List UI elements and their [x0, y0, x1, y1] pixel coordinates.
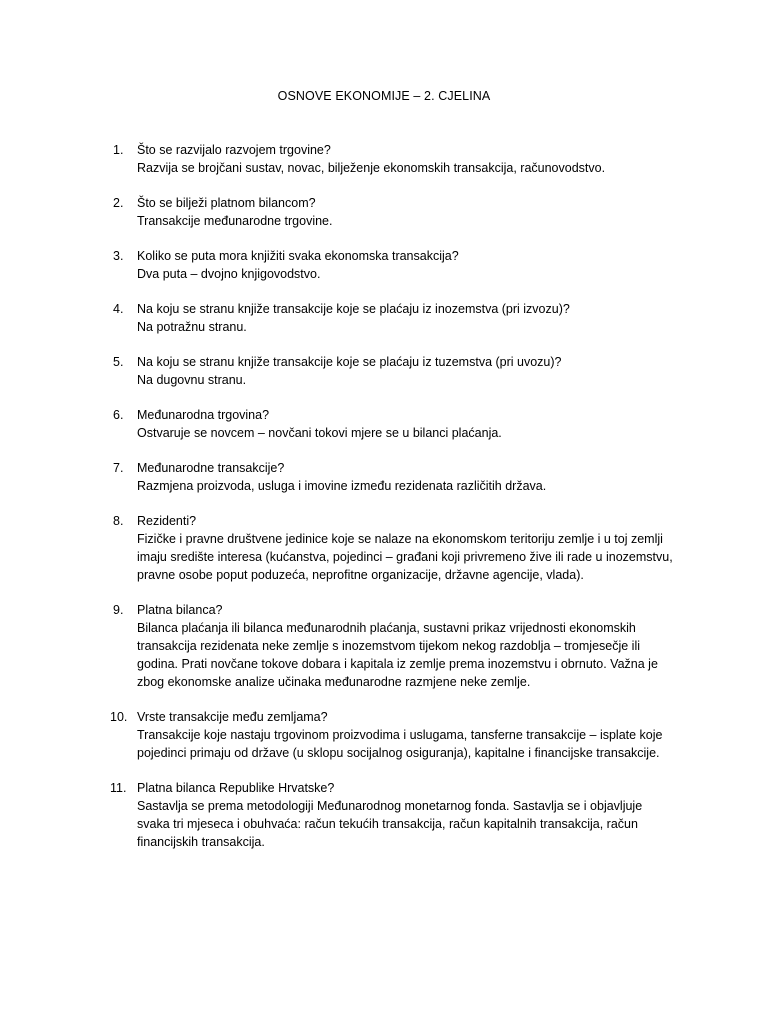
question-text: Što se razvijalo razvojem trgovine? — [137, 143, 331, 157]
document-title: OSNOVE EKONOMIJE – 2. CJELINA — [277, 89, 491, 103]
question-text: Međunarodna trgovina? — [137, 408, 270, 422]
question-text: Vrste transakcije među zemljama? — [137, 710, 328, 724]
question-text: Rezidenti? — [137, 514, 197, 528]
item-number: 5. — [113, 355, 124, 369]
question-text: Platna bilanca? — [137, 603, 223, 617]
item-number: 10. — [110, 710, 128, 724]
item-number: 2. — [113, 196, 124, 210]
list-item — [110, 779, 673, 851]
question-text: Platna bilanca Republike Hrvatske? — [137, 781, 335, 795]
item-number: 7. — [113, 461, 124, 475]
answer-text: Razvija se brojčani sustav, novac, bilježenje ekonomskih transakcija, računovodstvo. — [137, 161, 606, 175]
list-item — [113, 406, 673, 442]
list-item — [113, 353, 673, 389]
question-list — [110, 141, 673, 868]
question-text: Koliko se puta mora knjižiti svaka ekonomska transakcija? — [137, 249, 459, 263]
question-text: Na koju se stranu knjiže transakcije koje se plaćaju iz inozemstva (pri izvozu)? — [137, 302, 570, 316]
question-text: Međunarodne transakcije? — [137, 461, 285, 475]
list-item — [113, 194, 673, 230]
list-item — [113, 141, 673, 177]
item-number: 11. — [110, 781, 127, 795]
item-number: 3. — [113, 249, 124, 263]
answer-text: Na potražnu stranu. — [137, 320, 247, 334]
item-number: 1. — [113, 143, 124, 157]
answer-text: Ostvaruje se novcem – novčani tokovi mjere se u bilanci plaćanja. — [137, 426, 502, 440]
answer-text: Dva puta – dvojno knjigovodstvo. — [137, 267, 321, 281]
item-number: 6. — [113, 408, 124, 422]
answer-text: Fizičke i pravne društvene jedinice koje se nalaze na ekonomskom teritoriju zemlje i u toj zemlji imaju središte interesa (kućanstva, pojedinci – građani koji privremeno žive ili rade u inozemstvu, pravne osobe poput poduzeća, neprofitne organizacije, državne agencije, vlada). — [137, 532, 673, 582]
answer-text: Razmjena proizvoda, usluga i imovine između rezidenata različitih država. — [137, 479, 547, 493]
item-number: 4. — [113, 302, 124, 316]
answer-text: Na dugovnu stranu. — [137, 373, 247, 387]
answer-text: Transakcije međunarodne trgovine. — [137, 214, 333, 228]
list-item — [110, 708, 673, 762]
item-number: 9. — [113, 603, 124, 617]
question-text: Na koju se stranu knjiže transakcije koje se plaćaju iz tuzemstva (pri uvozu)? — [137, 355, 562, 369]
answer-text: Bilanca plaćanja ili bilanca međunarodnih plaćanja, sustavni prikaz vrijednosti ekonomskih transakcija rezidenata neke zemlje s inozemstvom tijekom nekog razdoblja – tromjesečje ili godina. Prati novčane tokove dobara i kapitala iz zemlje prema inozemstvu i obrnuto. Važna je zbog ekonomske analize učinaka međunarodne razmjene neke zemlje. — [137, 621, 658, 689]
list-item — [113, 247, 673, 283]
list-item — [113, 601, 673, 691]
list-item — [113, 512, 673, 584]
answer-text: Transakcije koje nastaju trgovinom proizvodima i uslugama, tansferne transakcije – isplate koje pojedinci primaju od države (u sklopu socijalnog osiguranja), kapitalne i financijske transakcije. — [137, 728, 663, 760]
list-item — [113, 300, 673, 336]
question-text: Što se bilježi platnom bilancom? — [137, 196, 316, 210]
item-number: 8. — [113, 514, 124, 528]
answer-text: Sastavlja se prema metodologiji Međunarodnog monetarnog fonda. Sastavlja se i objavljuje svaka tri mjeseca i obuhvaća: račun tekućih transakcija, račun kapitalnih transakcija, račun financijskih transakcija. — [137, 799, 643, 849]
list-item — [113, 459, 673, 495]
